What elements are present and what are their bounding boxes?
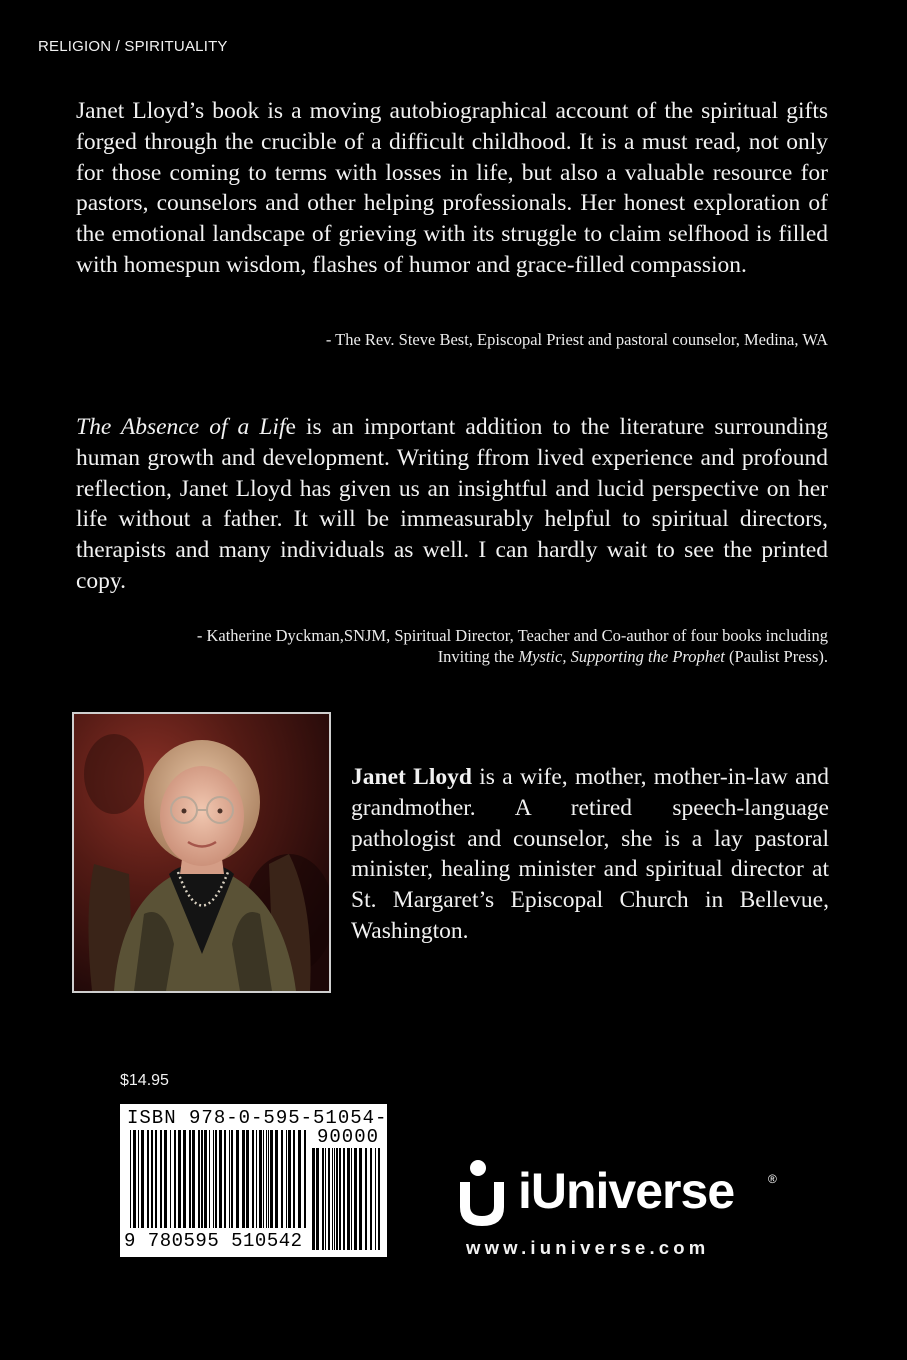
- barcode-bar: [155, 1130, 157, 1228]
- barcode-bar: [138, 1130, 139, 1228]
- publisher-logo: [448, 1150, 788, 1230]
- attribution-book-title: Mystic, Supporting the Prophet: [518, 647, 725, 666]
- barcode-bar: [256, 1130, 257, 1228]
- barcode-bar: [164, 1130, 167, 1228]
- barcode-bar: [252, 1130, 254, 1228]
- review-quote-2-text: is an important addition to the literature surrounding human growth and development. Writing ffrom lived experience and profound reflection, Janet Lloyd has given us an insightful and lucid perspective on her life without a father. It will be immeasurably helpful to spiritual directors, therapists and many individuals as well. I can hardly wait to see the printed copy.: [76, 414, 828, 594]
- review-attribution-1: - The Rev. Steve Best, Episcopal Priest and pastoral counselor, Medina, WA: [325, 330, 828, 349]
- attribution-line2-pre: Inviting the: [437, 647, 519, 666]
- barcode-bar: [246, 1130, 249, 1228]
- book-title-tail: e: [285, 414, 296, 440]
- barcode-bar: [275, 1130, 278, 1228]
- barcode-bar: [204, 1130, 207, 1228]
- publisher-website: www.iuniverse.com: [466, 1237, 710, 1258]
- barcode-bar: [334, 1148, 335, 1250]
- price: $14.95: [120, 1072, 169, 1089]
- barcode-bar: [198, 1130, 200, 1228]
- barcode-bar: [219, 1130, 222, 1228]
- barcode-bar: [209, 1130, 210, 1228]
- review-quote-1-text: Janet Lloyd’s book is a moving autobiographical account of the spiritual gifts forged through the crucible of a difficult childhood. It is a must read, not only for those coming to terms with losses in life, but also a valuable resource for pastors, counselors and other helping professionals. Her honest exploration of the emotional landscape of grieving with its struggle to claim selfhood is filled with homespun wisdom, flashes of humor and grace-filled compassion.: [76, 98, 828, 278]
- barcode-addon-text: 90000: [316, 1126, 379, 1148]
- isbn-barcode: [120, 1104, 400, 1257]
- book-title-italic: The Absence of a Lif: [76, 414, 286, 440]
- barcode-bar: [298, 1130, 301, 1228]
- barcode-bar: [229, 1130, 230, 1228]
- barcode-bar: [304, 1130, 306, 1228]
- barcode-bar: [266, 1130, 267, 1228]
- author-bio: [351, 762, 829, 947]
- barcode-bar: [141, 1130, 144, 1228]
- publisher-name: iUniverse: [518, 1163, 735, 1219]
- barcode-bar: [178, 1130, 181, 1228]
- barcode-bar: [236, 1130, 239, 1228]
- barcode-bar: [130, 1130, 131, 1228]
- review-quote-1: [76, 96, 828, 281]
- barcode-bar: [351, 1148, 352, 1250]
- author-photo: [72, 712, 331, 993]
- iuniverse-logo-icon: [448, 1150, 520, 1230]
- barcode-bar: [370, 1148, 372, 1250]
- barcode-bar: [147, 1130, 149, 1228]
- barcode-bar: [170, 1130, 171, 1228]
- barcode-bar: [365, 1148, 367, 1250]
- barcode-bar: [339, 1148, 341, 1250]
- barcode-bar: [316, 1148, 319, 1250]
- review-quote-2: [76, 412, 828, 597]
- barcode-bar: [347, 1148, 350, 1250]
- barcode-bar: [325, 1148, 326, 1250]
- barcode-bar: [322, 1148, 324, 1250]
- barcode-bar: [151, 1130, 153, 1228]
- barcode-bar: [293, 1130, 295, 1228]
- author-name: Janet Lloyd: [351, 764, 472, 790]
- barcode-bar: [332, 1148, 333, 1250]
- barcode-bar: [189, 1130, 191, 1228]
- barcode-bar: [328, 1148, 330, 1250]
- barcode-bar: [192, 1130, 195, 1228]
- barcode-bar: [378, 1148, 380, 1250]
- author-portrait-illustration: [74, 714, 329, 991]
- attribution-line2-post: (Paulist Press).: [724, 647, 828, 666]
- review-attribution-2-line1: - Katherine Dyckman,SNJM, Spiritual Director, Teacher and Co-author of four books including: [196, 626, 828, 645]
- review-attribution-2: [197, 625, 828, 667]
- barcode-bar: [215, 1130, 217, 1228]
- barcode-bar: [288, 1130, 291, 1228]
- barcode-bar: [281, 1130, 283, 1228]
- barcode-bar: [213, 1130, 214, 1228]
- barcode-bar: [242, 1130, 245, 1228]
- barcode-bar: [201, 1130, 203, 1228]
- registered-mark: ®: [768, 1172, 777, 1186]
- isbn-text: ISBN 978-0-595-51054-2: [127, 1107, 400, 1129]
- barcode-bar: [270, 1130, 273, 1228]
- barcode-bar: [312, 1148, 315, 1250]
- barcode-bar: [268, 1130, 269, 1228]
- barcode-digits: 9 780595 510542: [124, 1230, 303, 1252]
- barcode-bar: [359, 1148, 362, 1250]
- category-label: RELIGION / SPIRITUALITY: [38, 38, 228, 55]
- author-bio-text: is a wife, mother, mother-in-law and grandmother. A retired speech-language pathologist and counselor, she is a lay pastoral minister, healing minister and spiritual director at St. Margaret’s Episcopal Church in Bellevue, Washington.: [351, 764, 829, 944]
- barcode-bar: [343, 1148, 345, 1250]
- barcode-bar: [224, 1130, 226, 1228]
- barcode-bar: [160, 1130, 162, 1228]
- barcode-bar: [133, 1130, 136, 1228]
- review-attribution-2-line2: [197, 646, 828, 667]
- barcode-bar: [259, 1130, 262, 1228]
- barcode-bar: [286, 1130, 287, 1228]
- barcode-bar: [263, 1130, 264, 1228]
- barcode-bar: [231, 1130, 233, 1228]
- barcode-bar: [174, 1130, 176, 1228]
- barcode-bar: [183, 1130, 186, 1228]
- barcode-bar: [354, 1148, 357, 1250]
- barcode-bar: [336, 1148, 338, 1250]
- barcode-bar: [375, 1148, 376, 1250]
